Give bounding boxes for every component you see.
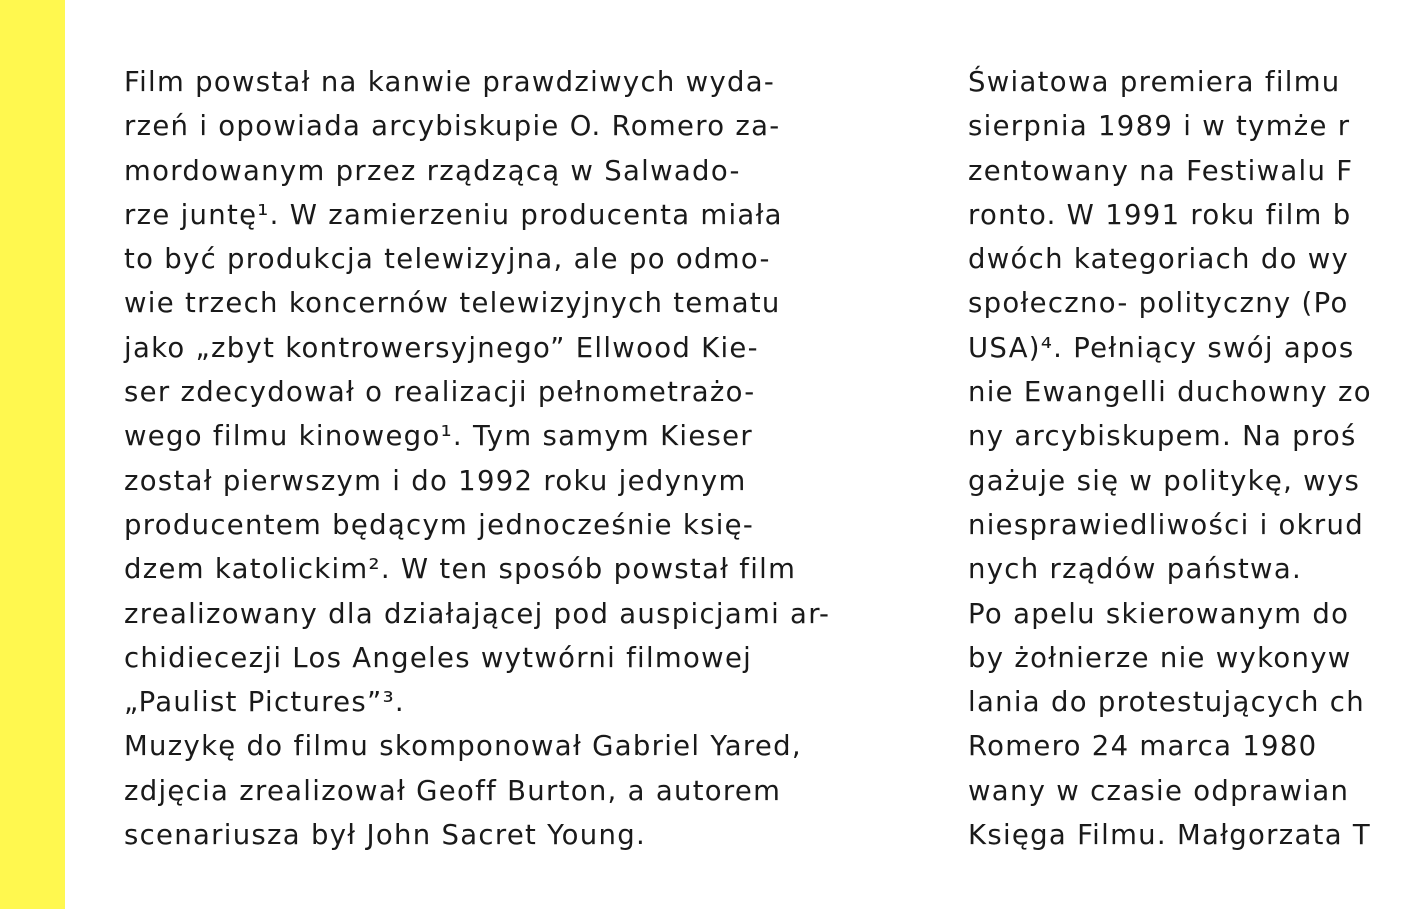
text-line: wie trzech koncernów telewizyjnych tematu <box>124 287 781 320</box>
text-line: Romero 24 marca 1980 <box>968 730 1318 763</box>
text-line: społeczno- polityczny (Po <box>968 287 1349 320</box>
text-line: scenariusza był John Sacret Young. <box>124 819 646 852</box>
text-line: dzem katolickim². W ten sposób powstał film <box>124 553 797 586</box>
text-line: rze juntę¹. W zamierzeniu producenta miała <box>124 198 783 231</box>
text-line: zdjęcia zrealizował Geoff Burton, a autorem <box>124 774 782 807</box>
text-line: Księga Filmu. Małgorzata T <box>968 819 1372 852</box>
text-line: ronto. W 1991 roku film b <box>968 198 1352 231</box>
text-line: USA)⁴. Pełniący swój apos <box>968 331 1355 364</box>
text-line: Po apelu skierowanym do <box>968 597 1350 630</box>
text-line: rzeń i opowiada arcybiskupie O. Romero za- <box>124 110 781 143</box>
text-line: Film powstał na kanwie prawdziwych wyda- <box>124 66 776 98</box>
text-line: chidiecezji Los Angeles wytwórni filmowej <box>124 641 753 674</box>
text-line: ser zdecydował o realizacji pełnometrażo- <box>124 376 756 409</box>
text-line: mordowanym przez rządzącą w Salwado- <box>124 154 741 187</box>
text-line: by żołnierze nie wykonyw <box>968 641 1352 674</box>
text-line: „Paulist Pictures”³. <box>124 686 405 719</box>
yellow-side-bar <box>0 0 65 909</box>
text-line: producentem będącym jednocześnie księ- <box>124 508 755 541</box>
text-line: Światowa premiera filmu <box>968 66 1341 98</box>
text-line: gażuje się w politykę, wys <box>968 464 1361 497</box>
text-line: Muzykę do filmu skomponował Gabriel Yared, <box>124 730 802 763</box>
text-line: zrealizowany dla działającej pod auspicjami ar- <box>124 597 831 630</box>
text-line: wego filmu kinowego¹. Tym samym Kieser <box>124 420 754 453</box>
left-text-column <box>124 60 944 857</box>
text-line: niesprawiedliwości i okrud <box>968 508 1364 541</box>
text-line: jako „zbyt kontrowersyjnego” Ellwood Kie- <box>124 331 759 364</box>
text-line: nie Ewangelli duchowny zo <box>968 376 1372 409</box>
text-line: ny arcybiskupem. Na proś <box>968 420 1357 453</box>
text-line: lania do protestujących ch <box>968 686 1365 719</box>
text-line: to być produkcja telewizyjna, ale po odmo- <box>124 243 771 276</box>
text-line: sierpnia 1989 i w tymże r <box>968 110 1351 143</box>
text-line: nych rządów państwa. <box>968 553 1303 586</box>
text-line: zentowany na Festiwalu F <box>968 154 1354 187</box>
text-line: został pierwszym i do 1992 roku jedynym <box>124 464 747 497</box>
text-line: wany w czasie odprawian <box>968 774 1350 807</box>
right-text-column <box>968 60 1422 857</box>
text-line: dwóch kategoriach do wy <box>968 243 1350 276</box>
